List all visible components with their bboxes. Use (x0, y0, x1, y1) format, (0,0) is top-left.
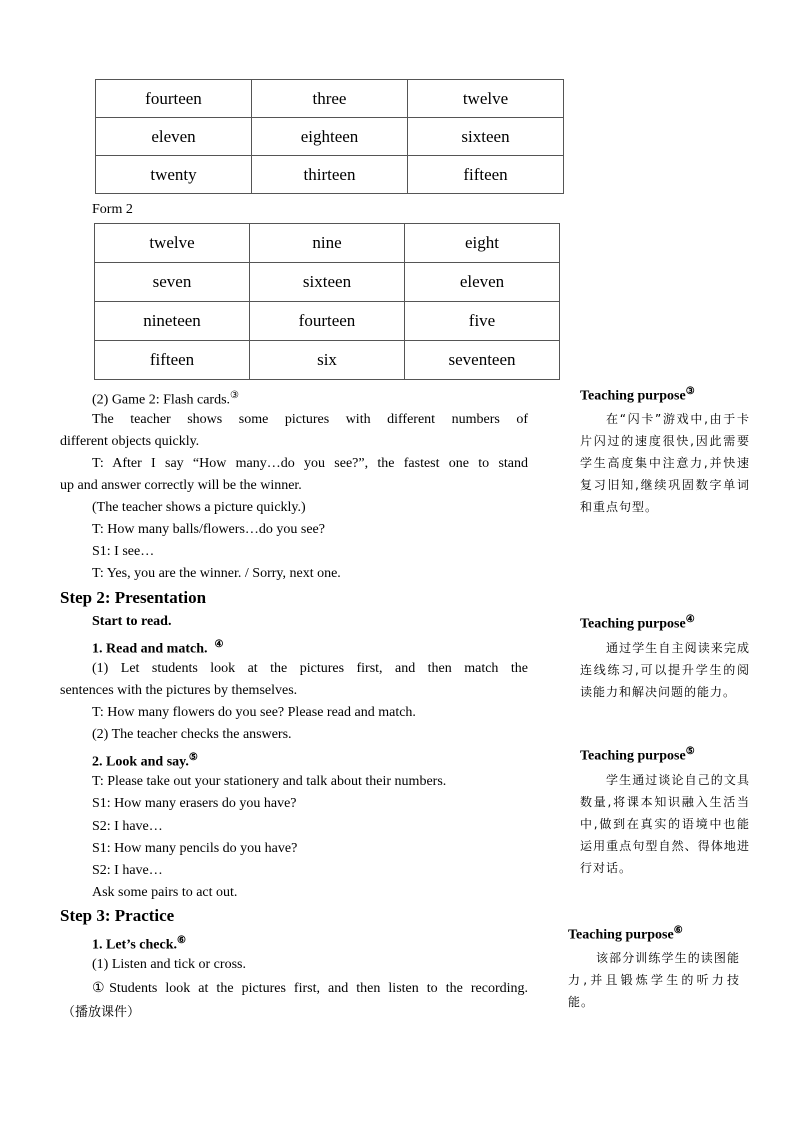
form2-label: Form 2 (92, 202, 133, 217)
purpose-title-text: Teaching purpose (580, 616, 686, 632)
check-heading (92, 932, 186, 955)
purpose-text: 该部分训练学生的读图能力,并且锻炼学生的听力技能。 (568, 951, 740, 1009)
look-say-heading (92, 749, 198, 772)
purpose-title (580, 614, 695, 633)
footnote-marker: ③ (685, 386, 695, 397)
footnote-marker: ③ (230, 390, 239, 401)
table-cell: twenty (96, 156, 252, 194)
read-match-text: 1. Read and match. (92, 641, 208, 657)
table-cell: seven (95, 263, 250, 302)
table-cell: seventeen (405, 341, 560, 380)
purpose-text: 在“闪卡”游戏中,由于卡片闪过的速度很快,因此需要学生高度集中注意力,并快速复习旧知,继续巩固数字单词和重点句型。 (580, 412, 750, 514)
purpose-title-text: Teaching purpose (580, 388, 686, 404)
look-say-act: Ask some pairs to act out. (92, 885, 238, 900)
table-cell: fourteen (250, 302, 405, 341)
table-cell: sixteen (250, 263, 405, 302)
purpose-text: 学生通过谈论自己的文具数量,将课本知识融入生活当中,做到在真实的语境中也能运用重点句型自然、得体地进行对话。 (580, 773, 750, 875)
footnote-marker: ⑥ (673, 925, 683, 936)
check-play: （播放课件） (62, 1005, 141, 1020)
purpose-text: 通过学生自主阅读来完成连线练习,可以提升学生的阅读能力和解决问题的能力。 (580, 641, 750, 699)
look-say-s2a: S2: I have… (92, 819, 163, 834)
table-cell: fifteen (408, 156, 564, 194)
game2-question: T: How many balls/flowers…do you see? (92, 522, 325, 537)
table-row (95, 302, 560, 341)
look-say-s2b: S2: I have… (92, 863, 163, 878)
footnote-marker: ④ (214, 639, 224, 650)
table-cell: fourteen (96, 80, 252, 118)
game2-stage: (The teacher shows a picture quickly.) (92, 500, 306, 515)
table-cell: nineteen (95, 302, 250, 341)
read-match-line1: (1) Let students look at the pictures first, and then match the (92, 661, 528, 676)
read-match-line2: sentences with the pictures by themselves. (60, 683, 298, 698)
table-row (95, 341, 560, 380)
table-cell: twelve (95, 224, 250, 263)
table-row (95, 224, 560, 263)
look-say-s1a: S1: How many erasers do you have? (92, 796, 297, 811)
table-cell: eighteen (252, 118, 408, 156)
game2-desc-line1: The teacher shows some pictures with different numbers of (92, 412, 528, 427)
table-row (96, 118, 564, 156)
table-cell: thirteen (252, 156, 408, 194)
table-cell: six (250, 341, 405, 380)
step3-title: Step 3: Practice (60, 906, 175, 925)
table-cell: five (405, 302, 560, 341)
look-say-s1b: S1: How many pencils do you have? (92, 841, 298, 856)
game2-desc-line2: different objects quickly. (60, 434, 200, 449)
game2-heading-text: (2) Game 2: Flash cards. (92, 392, 231, 408)
footnote-marker: ⑤ (685, 746, 695, 757)
step2-title: Step 2: Presentation (60, 588, 207, 607)
read-match-teacher: T: How many flowers do you see? Please read and match. (92, 705, 416, 720)
footnote-marker: ④ (685, 614, 695, 625)
read-match-heading (92, 636, 223, 659)
game2-heading (92, 387, 239, 410)
table-cell: sixteen (408, 118, 564, 156)
table-row (96, 156, 564, 194)
table-cell: eleven (405, 263, 560, 302)
look-say-text: 2. Look and say. (92, 754, 189, 770)
step2-start: Start to read. (92, 614, 172, 629)
purpose-title (568, 925, 683, 944)
table-cell: eight (405, 224, 560, 263)
purpose-title-text: Teaching purpose (568, 927, 674, 943)
table-cell: three (252, 80, 408, 118)
table-cell: eleven (96, 118, 252, 156)
game2-rule-line2: up and answer correctly will be the winner. (60, 478, 302, 493)
check-students: ①Students look at the pictures first, and then listen to the recording. (92, 981, 528, 996)
look-say-teacher: T: Please take out your stationery and talk about their numbers. (92, 774, 447, 789)
check-text: 1. Let’s check. (92, 937, 178, 953)
purpose-title (580, 386, 695, 405)
form2-table (94, 223, 560, 380)
table-row (96, 80, 564, 118)
table-cell: twelve (408, 80, 564, 118)
game2-rule-line1: T: After I say “How many…do you see?”, the fastest one to stand (92, 456, 528, 471)
check-listen: (1) Listen and tick or cross. (92, 957, 246, 972)
table-cell: fifteen (95, 341, 250, 380)
footnote-marker: ⑥ (177, 935, 186, 946)
game2-answer: S1: I see… (92, 544, 155, 559)
form1-table (95, 79, 564, 194)
table-cell: nine (250, 224, 405, 263)
footnote-marker: ⑤ (188, 752, 198, 763)
read-match-check: (2) The teacher checks the answers. (92, 727, 292, 742)
table-row (95, 263, 560, 302)
purpose-title-text: Teaching purpose (580, 748, 686, 764)
purpose-title (580, 746, 695, 765)
game2-feedback: T: Yes, you are the winner. / Sorry, next one. (92, 566, 341, 581)
